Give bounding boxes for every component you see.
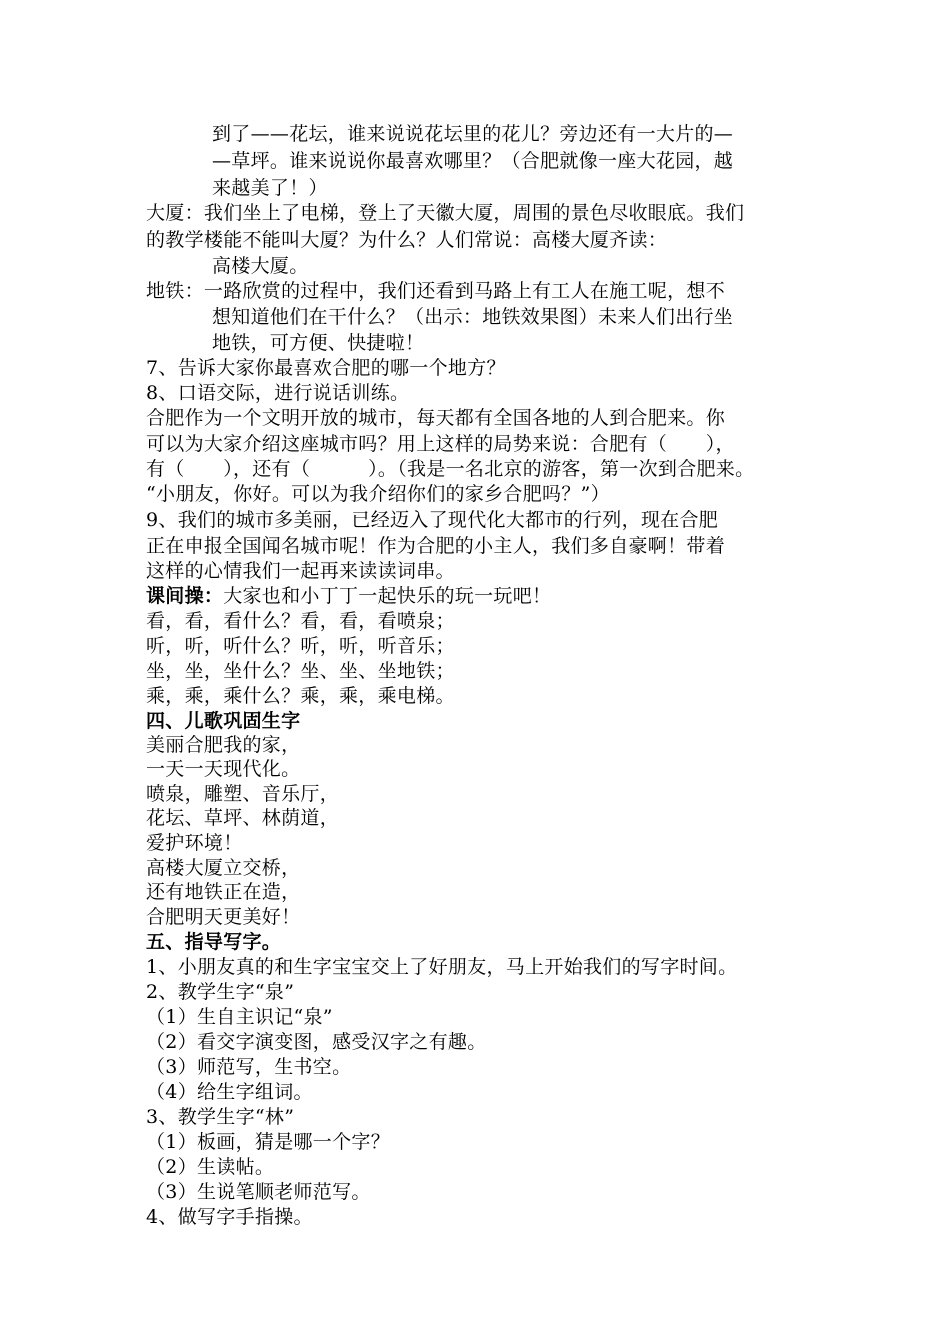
text-line: （2）看交字演变图，感受汉字之有趣。: [146, 1031, 487, 1053]
text-line: 大厦：我们坐上了电梯，登上了天徽大厦，周围的景色尽收眼底。我们: [146, 202, 745, 224]
text-line: 正在申报全国闻名城市呢！作为合肥的小主人，我们多自豪啊！带着: [146, 535, 726, 557]
text-line: 喷泉，雕塑、音乐厅，: [146, 783, 340, 805]
text-line: 五、指导写字。: [146, 931, 282, 953]
text-line: （3）生说笔顺老师范写。: [146, 1181, 371, 1203]
text-line: 来越美了！）: [212, 177, 328, 199]
text-line: 合肥作为一个文明开放的城市，每天都有全国各地的人到合肥来。你: [146, 407, 726, 429]
text-line: —草坪。谁来说说你最喜欢哪里？（合肥就像一座大花园，越: [212, 150, 734, 172]
text-line: （1）板画，猜是哪一个字？: [146, 1131, 390, 1153]
text-line: [146, 584, 551, 608]
text-line: 乘，乘，乘什么？乘，乘，乘电梯。: [146, 685, 455, 707]
text-line: （4）给生字组词。: [146, 1081, 313, 1103]
text-line: 四、儿歌巩固生字: [146, 710, 301, 732]
text-line: 还有地铁正在造，: [146, 881, 301, 903]
text-line: 爱护环境！: [146, 832, 243, 854]
section-lead: 课间操：: [146, 585, 224, 607]
text-line: 一天一天现代化。: [146, 758, 301, 780]
text-line: （1）生自主识记“泉”: [146, 1006, 333, 1028]
text-line: 看，看，看什么？看，看，看喷泉；: [146, 610, 455, 632]
text-line: “小朋友，你好。可以为我介绍你们的家乡合肥吗？”）: [146, 483, 610, 505]
text-line: 地铁，可方便、快捷啦！: [212, 332, 425, 354]
text-line: 9、我们的城市多美丽，已经迈入了现代化大都市的行列，现在合肥: [146, 509, 719, 531]
text-line: 花坛、草坪、林荫道，: [146, 807, 340, 829]
text-line: 地铁：一路欣赏的过程中，我们还看到马路上有工人在施工呢，想不: [146, 280, 726, 302]
text-line: （3）师范写，生书空。: [146, 1056, 352, 1078]
text-line: 7、告诉大家你最喜欢合肥的哪一个地方？: [146, 357, 506, 379]
text-line: 想知道他们在干什么？（出示：地铁效果图）未来人们出行坐: [212, 306, 734, 328]
text-line: 到了——花坛，谁来说说花坛里的花儿？旁边还有一大片的—: [212, 123, 734, 145]
text-line: 这样的心情我们一起再来读读词串。: [146, 560, 455, 582]
text-line: 有（ ），还有（ ）。（我是一名北京的游客，第一次到合肥来。: [146, 458, 755, 480]
text-line: 美丽合肥我的家，: [146, 734, 301, 756]
text-line: 合肥明天更美好！: [146, 906, 301, 928]
text-line: 坐，坐，坐什么？坐、坐、坐地铁；: [146, 660, 455, 682]
text-line: 8、口语交际，进行说话训练。: [146, 382, 410, 404]
line-text: 大家也和小丁丁一起快乐的玩一玩吧！: [223, 585, 552, 607]
text-line: 听，听，听什么？听，听，听音乐；: [146, 635, 455, 657]
text-line: （2）生读帖。: [146, 1156, 275, 1178]
text-line: 高楼大厦立交桥，: [146, 857, 301, 879]
text-line: 高楼大厦。: [212, 255, 309, 277]
text-line: 4、做写字手指操。: [146, 1206, 313, 1228]
text-line: 的教学楼能不能叫大厦？为什么？人们常说：高楼大厦齐读：: [146, 229, 668, 251]
text-line: 2、教学生字“泉”: [146, 981, 295, 1003]
text-line: 3、教学生字“林”: [146, 1106, 295, 1128]
text-line: 可以为大家介绍这座城市吗？用上这样的局势来说：合肥有（ ），: [146, 433, 735, 455]
text-line: 1、小朋友真的和生字宝宝交上了好朋友，马上开始我们的写字时间。: [146, 956, 738, 978]
